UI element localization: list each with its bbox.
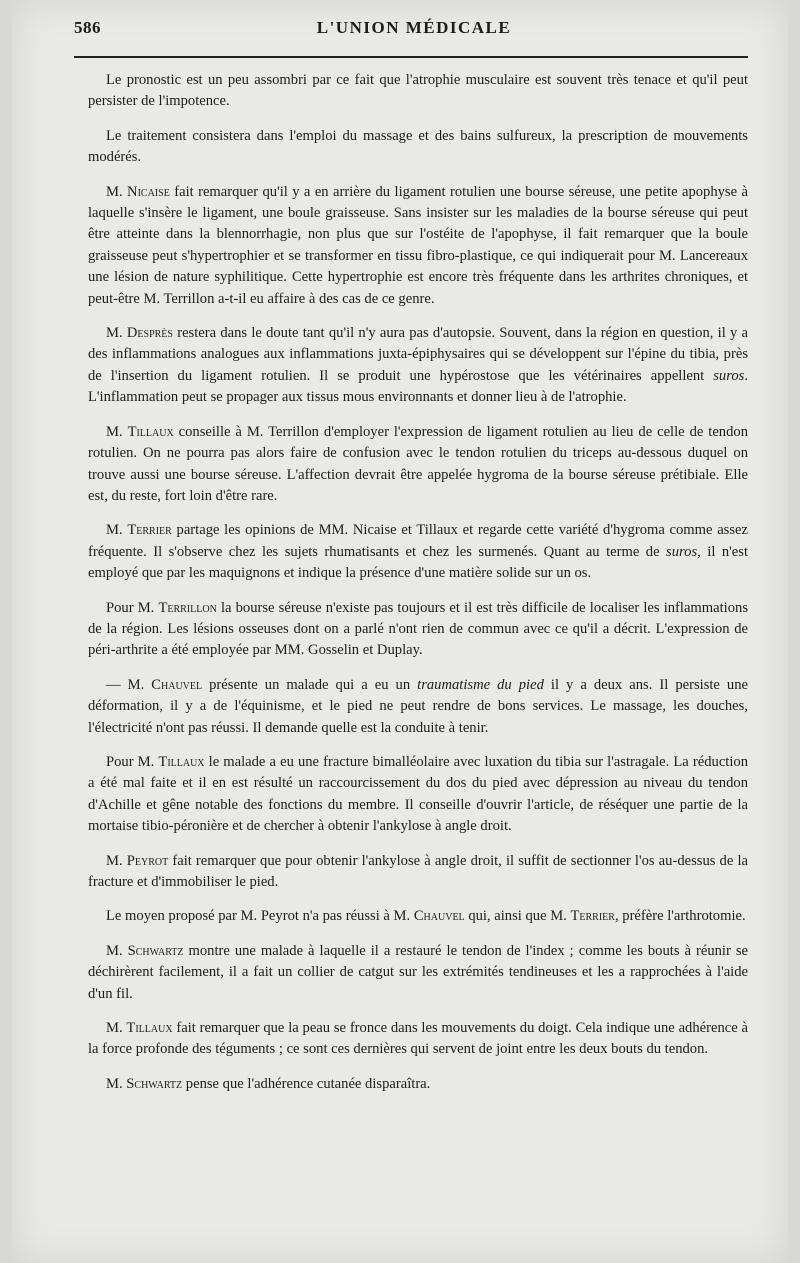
paragraph: M. Schwartz montre une malade à laquelle il a restauré le tendon de l'index ; comme les bouts à réunir se déchirèrent facilement, il a fait un collier de catgut sur les extrémités tendineuses et les a rapprochées à l'aide d'un fil. bbox=[88, 942, 748, 1002]
page-header bbox=[74, 18, 754, 48]
speaker-name: Peyrot bbox=[126, 852, 169, 869]
paragraph: Le pronostic est un peu assombri par ce fait que l'atrophie musculaire est souvent très tenace et qu'il peut persister de l'impotence. bbox=[88, 72, 748, 110]
paragraph: Le moyen proposé par M. Peyrot n'a pas réussi à M. Chauvel qui, ainsi que M. Terrier, préfère l'arthrotomie. bbox=[106, 908, 746, 925]
speaker-name: Schwartz bbox=[126, 1075, 183, 1092]
header-rule bbox=[74, 56, 748, 58]
speaker-name: Tillaux bbox=[158, 753, 205, 770]
running-title: L'UNION MÉDICALE bbox=[316, 18, 512, 37]
speaker-name: Tillaux bbox=[127, 423, 174, 440]
speaker-name: Tillaux bbox=[126, 1020, 173, 1037]
paragraph: M. Terrier partage les opinions de MM. Nicaise et Tillaux et regarde cette variété d'hygroma comme assez fréquente. Il s'observe chez les sujets rhumatisants et chez les surmenés. Quant au terme de suros, il n'est employé que par les maquignons et indique la présence d'une matière solide sur un os. bbox=[88, 522, 749, 582]
speaker-name: Terrier bbox=[570, 908, 615, 925]
paragraph: M. Peyrot fait remarquer que pour obtenir l'ankylose à angle droit, il suffit de sectionner l'os au-dessus de la fracture et d'immobiliser le pied. bbox=[88, 852, 748, 890]
paragraph: M. Nicaise fait remarquer qu'il y a en arrière du ligament rotulien une bourse séreuse, une petite apophyse à laquelle s'insère le ligament, une boule graisseuse. Sans insister sur les maladies de la bourse séreuse qui peut être atteinte dans la blennorrhagie, non plus que sur l'ostéite de l'apophyse, il fait remarquer que la boule graisseuse peut s'hypertrophier et se transformer en tissu fibro-plastique, ce qui indiquerait pour M. Lancereaux une lésion de nature syphilitique. Cette hypertrophie est encore très fréquente dans les arthrites chroniques, et peut-être M. Terrillon a-t-il eu affaire à des cas de ce genre. bbox=[88, 183, 748, 307]
paragraph: Pour M. Tillaux le malade a eu une fracture bimalléolaire avec luxation du tibia sur l'astragale. La réduction a été mal faite et il en est résulté un raccourcissement du dos du pied avec dépression au niveau du tendon d'Achille et gêne notable des fonctions du membre. Il conseille d'ouvrir l'article, de réséquer une partie de la mortaise tibio-péronière et de chercher à obtenir l'ankylose à angle droit. bbox=[88, 753, 748, 835]
paragraph: M. Tillaux conseille à M. Terrillon d'employer l'expression de ligament rotulien au lieu de celle de tendon rotulien. On ne pourra pas alors faire de confusion avec le tendon rotulien du triceps au-dessous duquel on trouve aussi une bourse séreuse. L'affection devrait être appelée hygroma de la bourse séreuse prétibiale. Elle est, du reste, fort loin d'être rare. bbox=[88, 423, 748, 504]
speaker-name: Terrillon bbox=[158, 599, 217, 616]
speaker-name: Chauvel bbox=[151, 676, 203, 693]
paragraph: M. Tillaux fait remarquer que la peau se fronce dans les mouvements du doigt. Cela indique une adhérence à la force profonde des téguments ; ce sont ces dernières qui servent de joint entre les deux bouts du tendon. bbox=[88, 1020, 748, 1058]
speaker-name: Desprès bbox=[126, 325, 173, 342]
document-page bbox=[12, 0, 788, 1263]
paragraph: — M. Chauvel présente un malade qui a eu un traumatisme du pied il y a deux ans. Il persiste une déformation, il y a de l'équinisme, et le pied ne peut rendre de bons services. Le massage, les douches, l'électricité n'ont pas réussi. Il demande quelle est la conduite à tenir. bbox=[88, 676, 748, 736]
speaker-name: Terrier bbox=[127, 522, 172, 539]
speaker-name: Chauvel bbox=[413, 908, 465, 925]
paragraph: M. Desprès restera dans le doute tant qu'il n'y aura pas d'autopsie. Souvent, dans la région en question, il y a des inflammations analogues aux inflammations juxta-épiphysaires qui se développent sur l'épine du tibia, près de l'insertion du ligament rotulien. Il se produit une hypérostose que les vétérinaires appellent suros. L'inflammation peut se propager aux tissus mous environnants et donner lieu à de l'atrophie. bbox=[88, 325, 748, 406]
speaker-name: Nicaise bbox=[127, 183, 170, 200]
page-number: 586 bbox=[74, 18, 101, 37]
paragraph: Le traitement consistera dans l'emploi du massage et des bains sulfureux, la prescription de mouvements modérés. bbox=[88, 127, 748, 166]
body-text bbox=[88, 70, 748, 1108]
paragraph: Pour M. Terrillon la bourse séreuse n'existe pas toujours et il est très difficile de localiser les inflammations de la région. Les lésions osseuses dont on a parlé n'ont rien de commun avec ce qu'il a décrit. L'expression de péri-arthrite a été employée par MM. Gosselin et Duplay. bbox=[88, 599, 748, 659]
paragraph: M. Schwartz pense que l'adhérence cutanée disparaîtra. bbox=[106, 1075, 431, 1092]
speaker-name: Schwartz bbox=[127, 942, 184, 959]
